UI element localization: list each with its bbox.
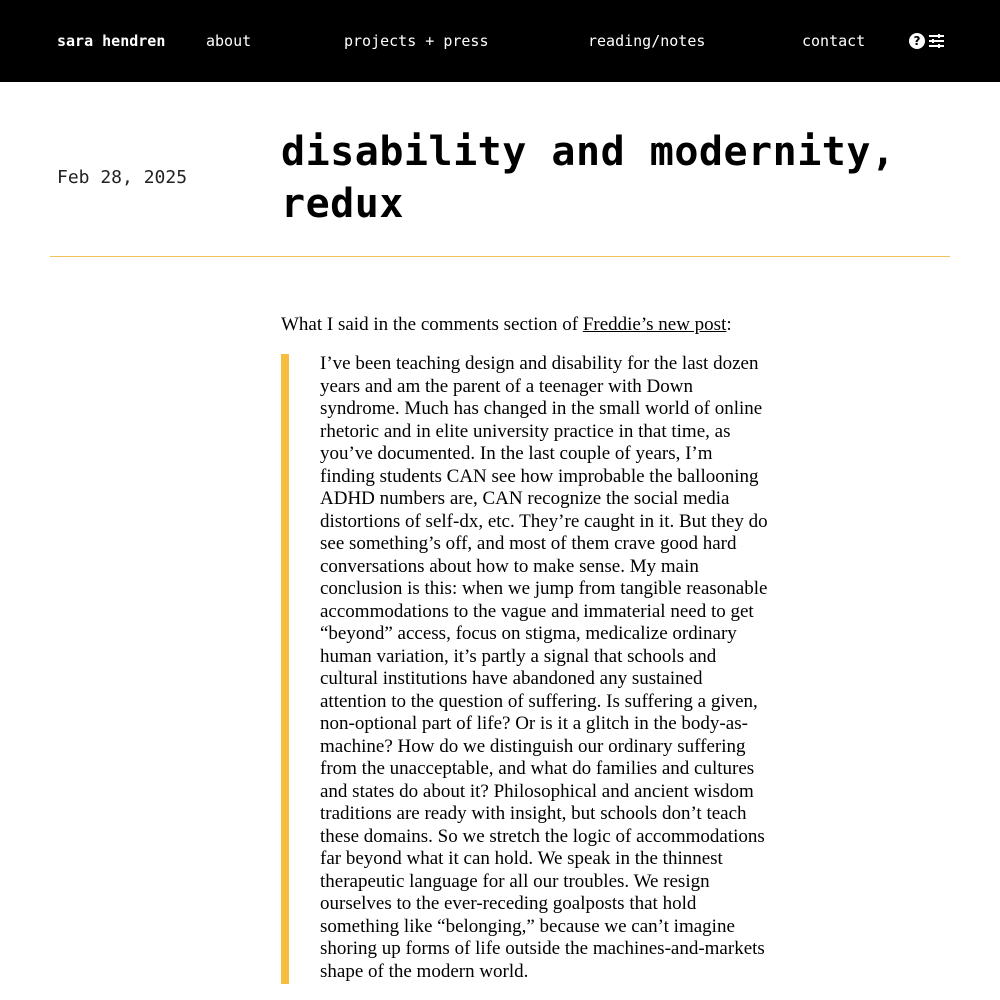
- question-circle-icon[interactable]: ?: [909, 33, 925, 49]
- top-navigation-bar: [0, 0, 1000, 82]
- nav-link-about[interactable]: about: [206, 32, 252, 50]
- title-divider: [50, 256, 950, 257]
- sliders-icon[interactable]: [929, 34, 944, 48]
- post-date: Feb 28, 2025: [57, 167, 188, 188]
- nav-link-reading-notes[interactable]: reading/notes: [588, 32, 706, 50]
- intro-colon: :: [726, 314, 732, 335]
- blockquote: I’ve been teaching design and disability for the last dozen years and am the parent of a teenager with Down syndrome. Much has changed in the small world of online rhetoric and in elite university practice in that time, as you’ve documented. In the last couple of years, I’m finding students CAN see how improbable the ballooning ADHD numbers are, CAN recognize the social media distortions of self-dx, etc. They’re caught in it. But they do see something’s off, and most of them crave good hard conversations about how to make sense. My main conclusion is this: when we jump from tangible reasonable accommodations to the vague and immaterial need to get “beyond” access, focus on stigma, medicalize ordinary human variation, it’s partly a signal that schools and cultural institutions have abandoned any sustained attention to the question of suffering. Is suffering a given, non-optional part of life? Or is it a glitch in the body-as-machine? How do we distinguish our ordinary suffering from the unacceptable, and what do families and cultures and states do about it? Philosophical and ancient wisdom traditions are ready with insight, but schools don’t teach these domains. So we stretch the logic of accommodations far beyond what it can hold. We speak in the thinnest therapeutic language for all our troubles. We resign ourselves to the ever-receding goalposts that hold something like “belonging,” because we can’t imagine shoring up forms of life outside the machines-and-markets shape of the modern world.: [320, 353, 768, 982]
- post-intro: [281, 313, 781, 337]
- post-title: disability and modernity, redux: [281, 129, 896, 227]
- nav-link-projects-press[interactable]: projects + press: [344, 32, 489, 50]
- nav-link-contact[interactable]: contact: [802, 32, 866, 50]
- site-title-link[interactable]: sara hendren: [57, 32, 166, 50]
- freddie-post-link[interactable]: Freddie’s new post: [582, 314, 727, 335]
- intro-text: What I said in the comments section of: [281, 314, 583, 335]
- blockquote-accent-bar: [281, 354, 289, 984]
